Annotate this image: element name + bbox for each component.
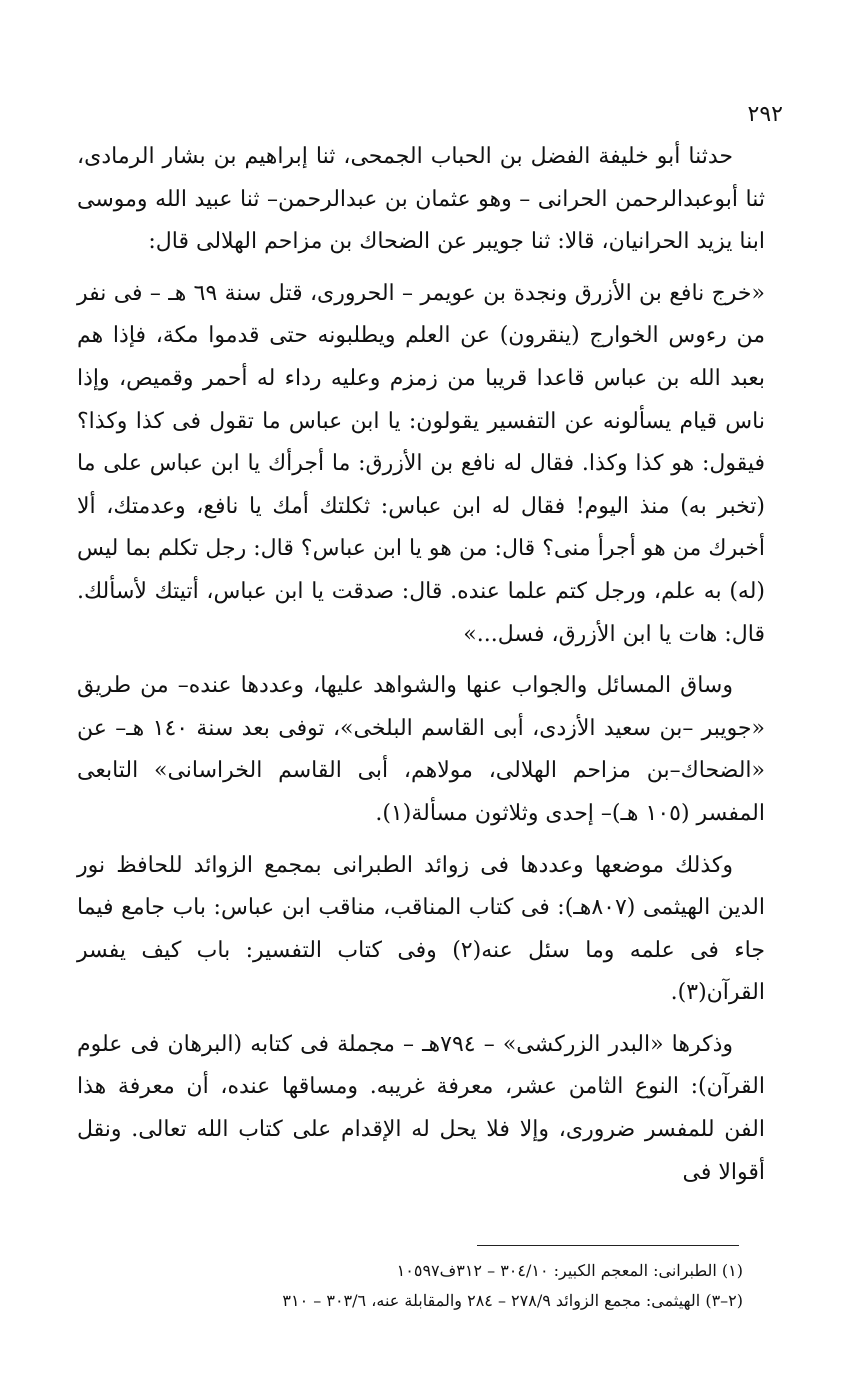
page-number: ٢٩٢	[747, 102, 783, 127]
footnote-1: (١) الطبرانى: المعجم الكبير: ٣٠٤/١٠ – ٣١٢ف١٠٥٩٧	[396, 1261, 743, 1280]
paragraph-narration-chain: وساق المسائل والجواب عنها والشواهد عليها، وعددها عنده– من طريق «جويبر –بن سعيد الأزدى، أبى القاسم البلخى»، توفى بعد سنة ١٤٠ هـ– عن «الضحاك–بن مزاحم الهلالى، مولاهم، أبى القاسم الخراسانى» التابعى المفسر (١٠٥ هـ)– إحدى وثلاثون مسألة(١).	[77, 673, 765, 826]
body-text	[77, 136, 765, 1203]
paragraph-isnad: حدثنا أبو خليفة الفضل بن الحباب الجمحى، ثنا إبراهيم بن بشار الرمادى، ثنا أبوعبدالرحمن الحرانى – وهو عثمان بن عبدالرحمن– ثنا عبيد الله وموسى ابنا يزيد الحرانيان، قالا: ثنا جويبر عن الضحاك بن مزاحم الهلالى قال:	[77, 144, 765, 255]
paragraph-haythami: وكذلك موضعها وعددها فى زوائد الطبرانى بمجمع الزوائد للحافظ نور الدين الهيثمى (٨٠٧هـ): فى كتاب المناقب، مناقب ابن عباس: باب جامع فيما جاء فى علمه وما سئل عنه(٢) وفى كتاب التفسير: باب كيف يفسر القرآن(٣).	[77, 852, 765, 1006]
paragraph-zarkashi: وذكرها «البدر الزركشى» – ٧٩٤هـ – مجملة فى كتابه (البرهان فى علوم القرآن): النوع الثامن عشر، معرفة غريبه. ومساقها عنده، أن معرفة هذا الفن للمفسر ضرورى، وإلا فلا يحل له الإقدام على كتاب الله تعالى. ونقل أقوالا فى	[77, 1031, 765, 1185]
footnote-2-3: (٢–٣) الهيثمى: مجمع الزوائد ٢٧٨/٩ – ٢٨٤ والمقابلة عنه، ٣٠٣/٦ – ٣١٠	[282, 1291, 743, 1310]
footnote-divider	[477, 1245, 739, 1246]
footnotes	[103, 1258, 743, 1318]
paragraph-quotation: «خرج نافع بن الأزرق ونجدة بن عويمر – الحرورى، قتل سنة ٦٩ هـ – فى نفر من رءوس الخوارج (ينقرون) عن العلم ويطلبونه حتى قدموا مكة، فإذا هم بعبد الله بن عباس قاعدا قريبا من زمزم وعليه رداء له أحمر وقميص، وإذا ناس قيام يسألونه عن التفسير يقولون: يا ابن عباس ما تقول فى كذا وكذا؟ فيقول: هو كذا وكذا. فقال له نافع بن الأزرق: ما أجرأك يا ابن عباس على ما (تخبر به) منذ اليوم! فقال له ابن عباس: ثكلتك أمك يا نافع، وعدمتك، ألا أخبرك من هو أجرأ منى؟ قال: من هو يا ابن عباس؟ قال: رجل تكلم بما ليس (له) به علم، ورجل كتم علما عنده. قال: صدقت يا ابن عباس، أتيتك لأسألك. قال: هات يا ابن الأزرق، فسل...»	[77, 280, 765, 647]
